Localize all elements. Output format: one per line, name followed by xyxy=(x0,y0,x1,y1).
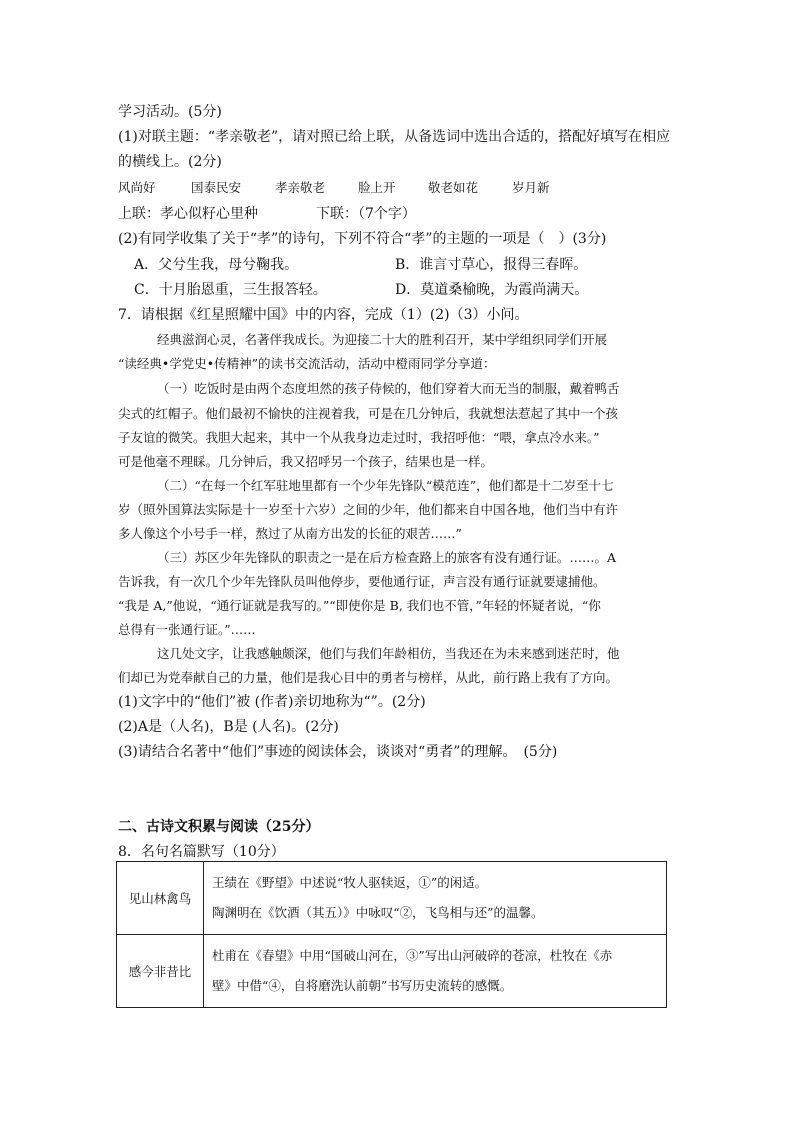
q7-stem: 7．请根据《红星照耀中国》中的内容，完成（1）(2)（3）小问。 xyxy=(118,307,529,323)
table-content xyxy=(204,935,667,1008)
excerpt-3-line: （三）苏区少年先锋队的职责之一是在后方检查路上的旅客有没有通行证。……。A xyxy=(157,550,617,565)
excerpt-2-line: 多人像这个小号手一样，熬过了从南方出发的长征的艰苦……” xyxy=(118,526,462,541)
q7-sub3: (3)请结合名著中“他们”事迹的阅读体会，谈谈对“勇者”的理解。 (5分) xyxy=(118,744,558,760)
q6-1-stem-line1: (1)对联主题：“孝亲敬老”，请对照已给上联，从备选词中选出合适的，搭配好填写在相应 xyxy=(118,129,671,145)
q6-2-stem: (2)有同学收集了关于“孝”的诗句，下列不符合“孝”的主题的一项是（ ）(3分) xyxy=(118,231,607,247)
excerpt-1-line: 子友谊的微笑。我胆大起来，其中一个从我身边走过时，我招呼他：“喂，拿点冷水来。” xyxy=(118,430,600,445)
word-option: 岁月新 xyxy=(512,180,550,195)
option-d: D．莫道桑榆晚，为霞尚满天。 xyxy=(395,282,589,298)
excerpt-2-line: 岁（照外国算法实际是十一岁至十六岁）之间的少年，他们都来自中国各地，他们当中有许 xyxy=(118,502,619,517)
word-option: 风尚好 xyxy=(118,180,156,195)
q7-intro-line: 经典滋润心灵，名著伴我成长。为迎接二十大的胜利召开，某中学组织同学们开展 xyxy=(157,332,608,347)
excerpt-1-line: 尖式的红帽子。他们最初不愉快的注视着我，可是在几分钟后，我就想法惹起了其中一个孩 xyxy=(118,406,619,421)
q6-1-stem-line2: 的横线上。(2分) xyxy=(118,154,222,170)
table-row xyxy=(117,935,667,1008)
q7-sub1: (1)文字中的“他们”被 (作者)亲切地称为“”。(2分) xyxy=(118,694,426,710)
excerpt-1-line: （一）吃饭时是由两个态度坦然的孩子侍候的，他们穿着大而无当的制服，戴着鸭舌 xyxy=(157,381,620,396)
table-category: 感今非昔比 xyxy=(117,935,204,1008)
poem-recitation-table xyxy=(116,861,667,1008)
q8-title: 8．名句名篇默写（10分） xyxy=(118,844,285,860)
table-category: 见山林禽鸟 xyxy=(117,862,204,935)
table-row xyxy=(117,862,667,935)
word-option: 国泰民安 xyxy=(191,180,242,195)
word-option: 敬老如花 xyxy=(428,180,479,195)
excerpt-3-line: “我是 A,”他说，“通行证就是我写的。”“即使你是 B, 我们也不管，”年轻的怀疑者说，“你 xyxy=(118,598,601,613)
fill-blank-line: 壁》中借“④，自将磨洗认前朝”书写历史流转的感慨。 xyxy=(212,978,513,993)
option-c: C．十月胎恩重，三生报答轻。 xyxy=(134,282,327,298)
section-2-heading: 二、古诗文积累与阅读（25分） xyxy=(118,819,320,835)
excerpt-2-line: （二）“在每一个红军驻地里都有一个少年先锋队“模范连”，他们都是十二岁至十七 xyxy=(157,478,614,493)
q7-intro-line: “读经典•学党史•传精神”的读书交流活动，活动中橙雨同学分享道： xyxy=(118,356,496,371)
reflection-line: 们却已为党奉献自己的力量，他们是我心目中的勇者与榜样，从此，前行路上我有了方向。 xyxy=(118,670,619,685)
word-option: 脸上开 xyxy=(358,180,396,195)
q7-sub2: (2)A是（人名)，B是 (人名)。(2分) xyxy=(118,719,339,735)
couplet-lower: 下联：（7个字） xyxy=(316,206,416,222)
fill-blank-line: 陶渊明在《饮酒（其五）》中咏叹“②，飞鸟相与还”的温馨。 xyxy=(212,905,544,920)
excerpt-3-line: 告诉我，有一次几个少年先锋队员叫他停步，要他通行证，声言没有通行证就要逮捕他。 xyxy=(118,574,606,589)
excerpt-1-line: 可是他毫不理睬。几分钟后，我又招呼另一个孩子，结果也是一样。 xyxy=(118,454,494,469)
option-a: A．父兮生我，母兮鞠我。 xyxy=(134,257,299,273)
fill-blank-line: 杜甫在《春望》中用“国破山河在，③”写出山河破碎的苍凉，杜牧在《赤 xyxy=(212,948,613,963)
excerpt-3-line: 总得有一张通行证。”…… xyxy=(118,622,256,637)
q6-tail: 学习活动。(5分) xyxy=(118,104,222,120)
table-content xyxy=(204,862,667,935)
option-b: B．谁言寸草心，报得三春晖。 xyxy=(395,257,588,273)
fill-blank-line: 王绩在《野望》中述说“牧人驱犊返，①”的闲适。 xyxy=(212,875,488,890)
reflection-line: 这几处文字，让我感触颇深，他们与我们年龄相仿，当我还在为未来感到迷茫时，他 xyxy=(157,646,620,661)
couplet-upper: 上联：孝心似籽心里种 xyxy=(118,206,258,222)
word-option: 孝亲敬老 xyxy=(275,180,326,195)
